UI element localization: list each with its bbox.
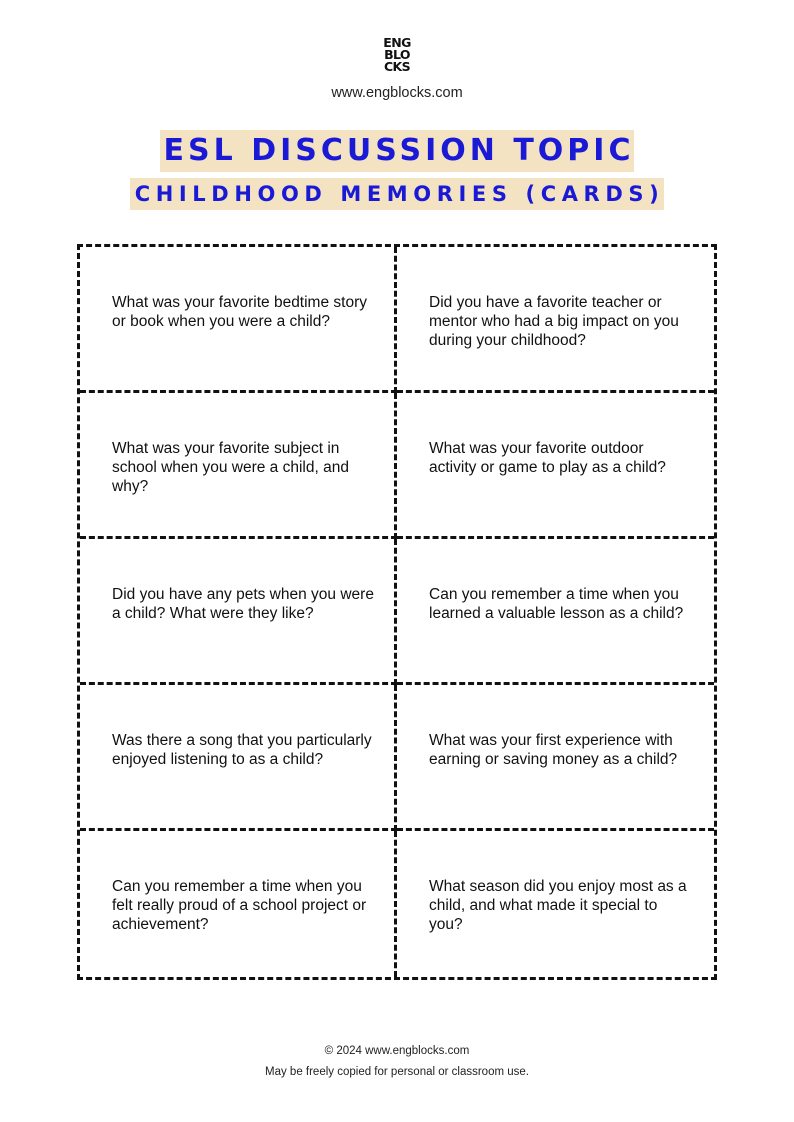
subtitle: CHILDHOOD MEMORIES (CARDS) (130, 178, 665, 210)
footer-copyright: © 2024 www.engblocks.com (324, 1045, 470, 1057)
discussion-card-9: Can you remember a time when you felt really proud of a school project or achievement? (80, 831, 397, 977)
discussion-card-7: Was there a song that you particularly enjoyed listening to as a child? (80, 685, 397, 831)
site-url[interactable]: www.engblocks.com (331, 85, 463, 101)
main-title: ESL DISCUSSION TOPIC (160, 130, 635, 172)
engblocks-logo (377, 37, 417, 73)
discussion-card-1: What was your favorite bedtime story or book when you were a child? (80, 247, 397, 393)
discussion-card-5: Did you have any pets when you were a child? What were they like? (80, 539, 397, 685)
discussion-card-6: Can you remember a time when you learned a valuable lesson as a child? (397, 539, 714, 685)
discussion-card-4: What was your favorite outdoor activity or game to play as a child? (397, 393, 714, 539)
discussion-card-3: What was your favorite subject in school when you were a child, and why? (80, 393, 397, 539)
logo-line-1: ENG (383, 35, 411, 50)
discussion-cards-grid (77, 244, 717, 980)
subtitle-wrap (0, 178, 794, 210)
discussion-card-8: What was your first experience with earning or saving money as a child? (397, 685, 714, 831)
discussion-card-2: Did you have a favorite teacher or mentor who had a big impact on you during your childhood? (397, 247, 714, 393)
main-title-wrap (0, 130, 794, 172)
discussion-card-10: What season did you enjoy most as a child, and what made it special to you? (429, 878, 687, 933)
logo-line-2: BLO (384, 47, 410, 62)
logo-line-3: CKS (383, 59, 411, 74)
footer-license: May be freely copied for personal or classroom use. (265, 1066, 529, 1078)
